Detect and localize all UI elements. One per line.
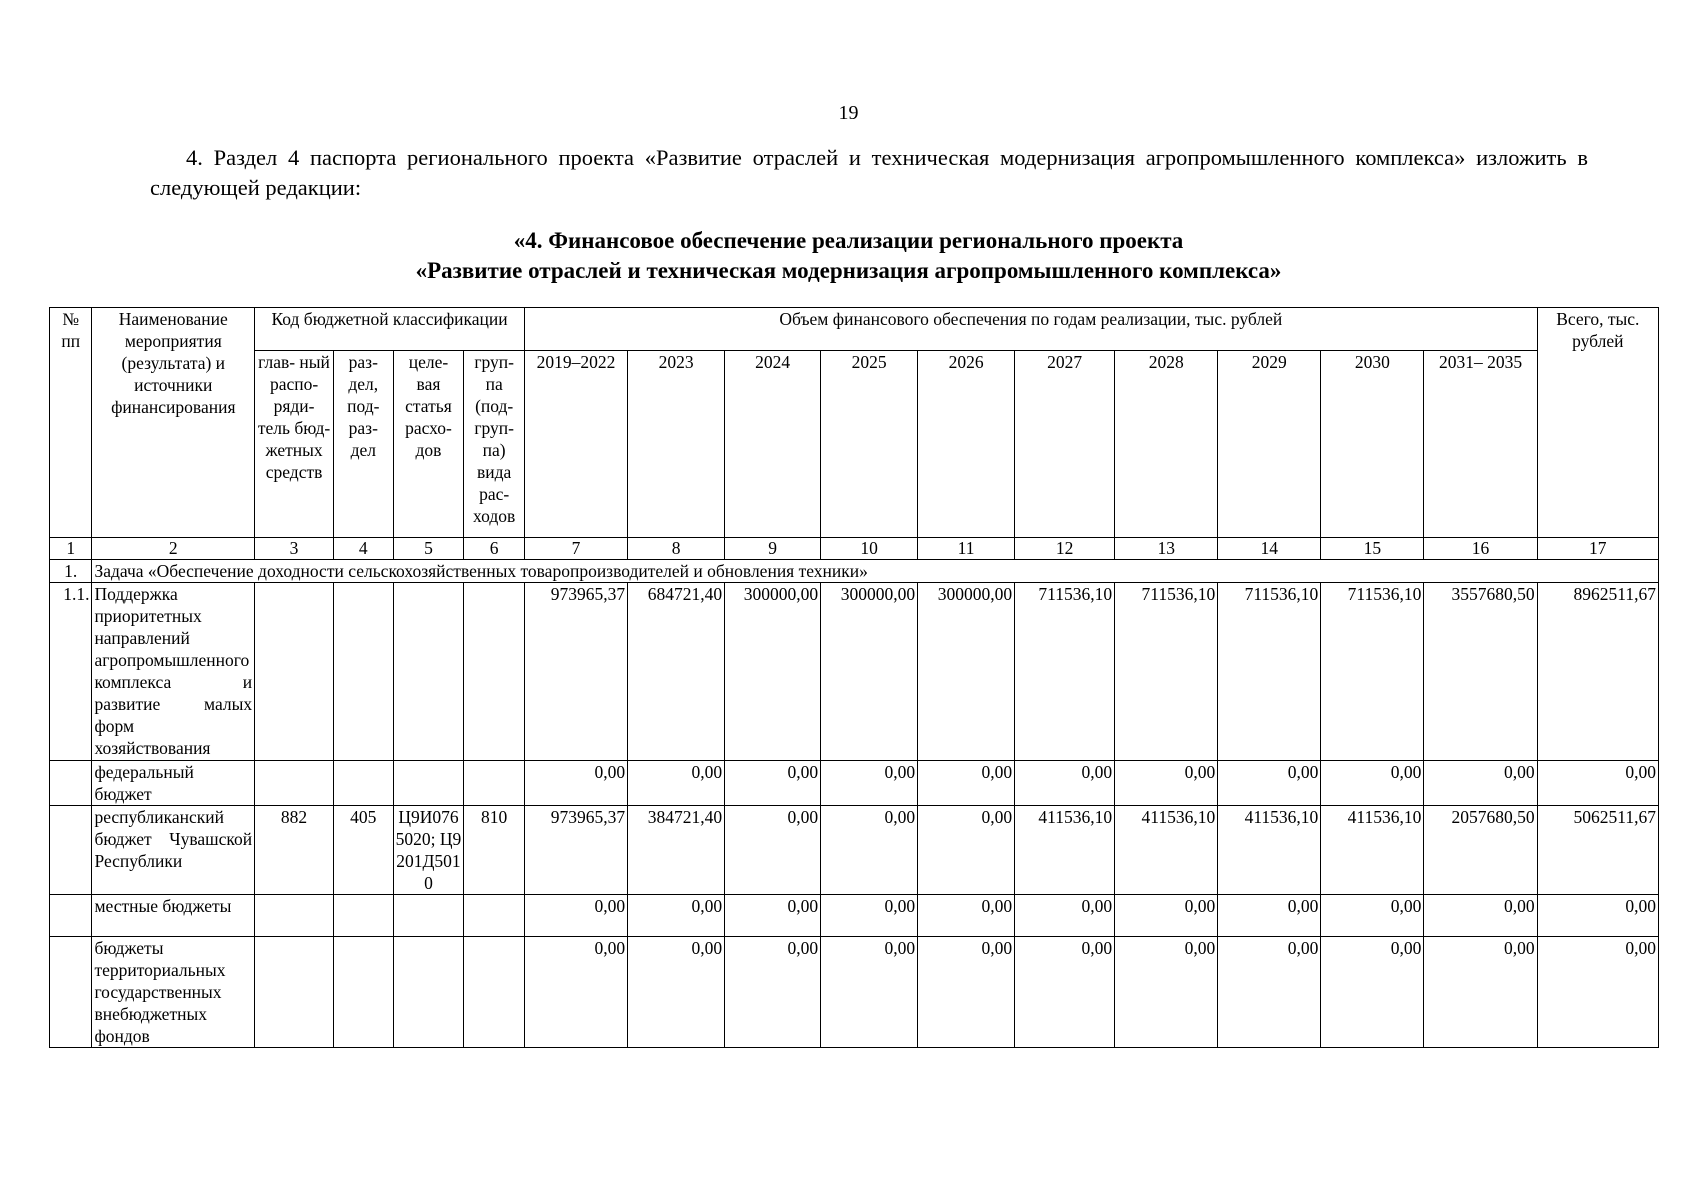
row-value: 411536,10 [1218,806,1321,895]
header-year: 2026 [918,351,1015,538]
section-title-line-2: «Развитие отраслей и техническая модернизация агропромышленного комплекса» [415,258,1282,283]
row-code [393,895,464,937]
row-code [333,761,393,806]
row-value: 711536,10 [1015,583,1115,761]
header-year: 2023 [628,351,725,538]
header-num: № пп [50,308,92,538]
row-value: 0,00 [918,937,1015,1048]
row-value: 0,00 [1321,895,1424,937]
row-name: бюджеты территориальных государственных внебюджетных фондов [92,937,255,1048]
row-value: 0,00 [1424,895,1537,937]
row-value: 0,00 [1321,761,1424,806]
row-value: 0,00 [1015,761,1115,806]
row-code [255,895,334,937]
column-number: 7 [524,538,627,560]
header-year: 2019–2022 [524,351,627,538]
row-code [333,937,393,1048]
row-value: 2057680,50 [1424,806,1537,895]
row-code: 882 [255,806,334,895]
financing-table [49,307,1659,1048]
header-row-1 [50,308,1659,351]
row-name: Поддержка приоритетных направлений агропромышленного комплекса и развитие малых форм хозяйствования [92,583,255,761]
row-value: 0,00 [918,895,1015,937]
row-value: 3557680,50 [1424,583,1537,761]
row-value: 973965,37 [524,806,627,895]
header-year: 2030 [1321,351,1424,538]
row-total: 0,00 [1537,895,1658,937]
table-row [50,937,1659,1048]
row-value: 0,00 [524,937,627,1048]
table-row [50,583,1659,761]
row-value: 0,00 [821,806,918,895]
row-value: 0,00 [1115,937,1218,1048]
row-value: 411536,10 [1015,806,1115,895]
task-row [50,560,1659,583]
row-value: 973965,37 [524,583,627,761]
row-value: 0,00 [524,761,627,806]
column-number: 2 [92,538,255,560]
header-year: 2029 [1218,351,1321,538]
row-value: 0,00 [725,895,821,937]
row-code [333,583,393,761]
row-num [50,806,92,895]
column-number: 17 [1537,538,1658,560]
column-number: 14 [1218,538,1321,560]
row-code [464,895,525,937]
row-total: 0,00 [1537,761,1658,806]
row-total: 8962511,67 [1537,583,1658,761]
row-value: 0,00 [725,806,821,895]
section-title [0,226,1697,286]
header-year: 2024 [725,351,821,538]
column-number: 12 [1015,538,1115,560]
header-year: 2027 [1015,351,1115,538]
column-number: 13 [1115,538,1218,560]
row-value: 0,00 [1424,761,1537,806]
row-code [464,761,525,806]
row-value: 711536,10 [1218,583,1321,761]
header-code-col: целе- вая статья расхо- дов [393,351,464,538]
row-value: 0,00 [1115,761,1218,806]
row-num [50,761,92,806]
row-code [255,937,334,1048]
row-value: 0,00 [628,937,725,1048]
row-name: федеральный бюджет [92,761,255,806]
column-number: 6 [464,538,525,560]
row-value: 0,00 [918,761,1015,806]
column-number-row [50,538,1659,560]
row-value: 0,00 [1321,937,1424,1048]
header-name: Наименование мероприятия (результата) и источники финансирования [92,308,255,538]
row-value: 0,00 [1015,895,1115,937]
column-number: 8 [628,538,725,560]
row-code: Ц9И0765020; Ц9201Д5010 [393,806,464,895]
row-value: 0,00 [628,761,725,806]
row-code: 405 [333,806,393,895]
row-num: 1.1. [50,583,92,761]
row-total: 0,00 [1537,937,1658,1048]
row-code [255,583,334,761]
column-number: 11 [918,538,1015,560]
row-value: 300000,00 [725,583,821,761]
header-year: 2025 [821,351,918,538]
section-title-line-1: «4. Финансовое обеспечение реализации регионального проекта [513,228,1184,253]
row-name: местные бюджеты [92,895,255,937]
task-text: Задача «Обеспечение доходности сельскохозяйственных товаропроизводителей и обновления техники» [92,560,1659,583]
row-value: 0,00 [821,761,918,806]
row-value: 300000,00 [918,583,1015,761]
table-row [50,761,1659,806]
header-code-col: груп- па (под- груп- па) вида рас- ходов [464,351,525,538]
column-number: 10 [821,538,918,560]
row-value: 0,00 [1218,937,1321,1048]
page-number: 19 [838,102,859,124]
row-code: 810 [464,806,525,895]
row-value: 0,00 [725,761,821,806]
row-code [333,895,393,937]
column-number: 9 [725,538,821,560]
row-value: 0,00 [1424,937,1537,1048]
row-code [464,583,525,761]
header-year: 2028 [1115,351,1218,538]
row-value: 384721,40 [628,806,725,895]
row-code [393,583,464,761]
column-number: 1 [50,538,92,560]
row-code [393,937,464,1048]
column-number: 3 [255,538,334,560]
row-value: 300000,00 [821,583,918,761]
row-total: 5062511,67 [1537,806,1658,895]
row-value: 0,00 [821,937,918,1048]
row-name: республиканский бюджет Чувашской Республики [92,806,255,895]
row-value: 711536,10 [1321,583,1424,761]
table-row [50,806,1659,895]
row-value: 684721,40 [628,583,725,761]
row-value: 0,00 [1015,937,1115,1048]
row-value: 0,00 [1218,895,1321,937]
row-num [50,895,92,937]
column-number: 15 [1321,538,1424,560]
row-value: 0,00 [628,895,725,937]
row-value: 0,00 [821,895,918,937]
row-value: 411536,10 [1115,806,1218,895]
column-number: 5 [393,538,464,560]
table-row [50,895,1659,937]
header-row-2 [50,351,1659,538]
row-value: 411536,10 [1321,806,1424,895]
header-total: Всего, тыс. рублей [1537,308,1658,538]
header-year: 2031– 2035 [1424,351,1537,538]
row-value: 0,00 [524,895,627,937]
intro-paragraph: 4. Раздел 4 паспорта регионального проекта «Развитие отраслей и техническая модернизация агропромышленного комплекса» изложить в следующей редакции: [150,145,1588,200]
row-value: 0,00 [1115,895,1218,937]
row-num [50,937,92,1048]
row-value: 0,00 [918,806,1015,895]
task-num: 1. [50,560,92,583]
header-code-col: раз- дел, под- раз- дел [333,351,393,538]
header-volume-group: Объем финансового обеспечения по годам реализации, тыс. рублей [524,308,1537,351]
header-code-group: Код бюджетной классификации [255,308,525,351]
row-value: 0,00 [1218,761,1321,806]
header-code-col: глав- ный распо- ряди- тель бюд- жетных средств [255,351,334,538]
row-code [255,761,334,806]
row-value: 711536,10 [1115,583,1218,761]
column-number: 4 [333,538,393,560]
row-value: 0,00 [725,937,821,1048]
row-code [393,761,464,806]
row-code [464,937,525,1048]
column-number: 16 [1424,538,1537,560]
